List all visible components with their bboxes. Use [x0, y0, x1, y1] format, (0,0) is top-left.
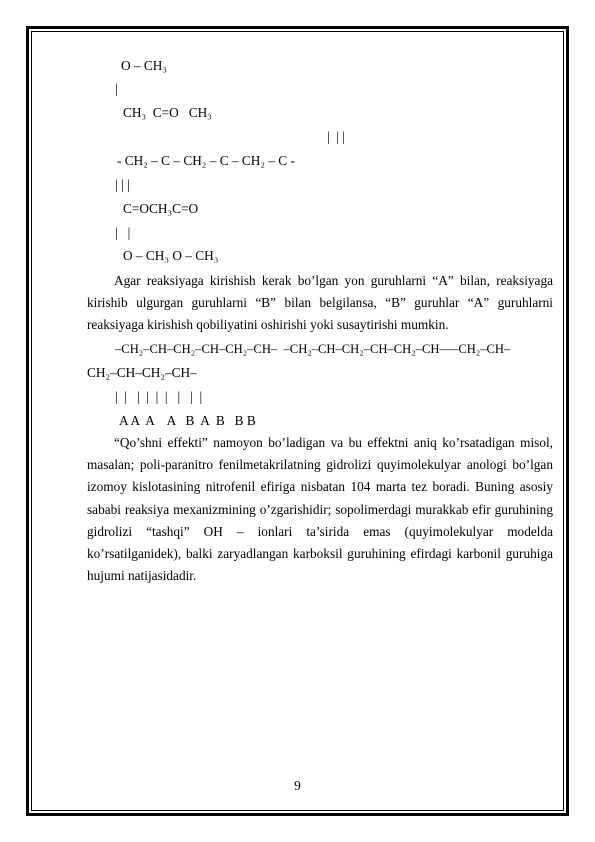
- chain-line-1: –CH₂–CH–CH₂–CH–CH₂–CH– –CH₂–CH–CH₂–CH–CH₂–CH–—CH₂–CH–: [115, 342, 511, 356]
- chain-line-4: A A A A B A B B B: [119, 413, 256, 428]
- chain-line-2: CH₂–CH–CH₂–CH–: [87, 365, 197, 380]
- formula-line-6: | | |: [115, 177, 130, 192]
- formula-line-1: O – CH₃: [121, 58, 168, 73]
- formula-line-9: O – CH₃ O – CH₃: [123, 248, 219, 263]
- formula-line-4: | | |: [327, 129, 345, 144]
- formula-line-5: - CH₂ – C – CH₂ – C – CH₂ – C -: [117, 153, 295, 168]
- page-border-inner: [31, 31, 564, 811]
- chain-line-3: | | | | | | | | |: [115, 389, 203, 404]
- paragraph-neighbor-effect: “Qo’shni effekti” namoyon bo’ladigan va bu effektni aniq ko’rsatadigan misol, masalan; poli-paranitro fenilmetakrilatning gidrolizi quyimolekulyar anologi bo’lgan izomoy kislotasining nitrofenil efiriga nisbatan 104 marta tez boradi. Buning asosiy sababi reaksiya mexanizmining o’zgarishidir; sopolimerdagi murakkab efir guruhining gidrolizi “tashqi” OH – ionlari ta’sirida emas (quyimolekulyar modelda ko’rsatilganidek), balki zaryadlangan karboksil guruhining efirdagi karbonil guruhiga hujumi natijasidadir.: [87, 435, 553, 584]
- formula-line-8: | |: [115, 225, 131, 240]
- paragraph-group-notation: Agar reaksiyaga kirishish kerak bo’lgan yon guruhlarni “A” bilan, reaksiyaga kirishib ulgurgan guruhlarni “B” bilan belgilansa, “B” guruhlar “A” guruhlarni reaksiyaga kirishish qobiliyatini oshirishi yoki susaytirishi mumkin.: [87, 273, 553, 333]
- formula-line-7: C=OCH₃C=O: [123, 201, 199, 216]
- page-number: 9: [294, 778, 301, 793]
- formula-line-3: CH₃ C=O CH₃: [123, 105, 212, 120]
- formula-line-2: |: [115, 81, 118, 96]
